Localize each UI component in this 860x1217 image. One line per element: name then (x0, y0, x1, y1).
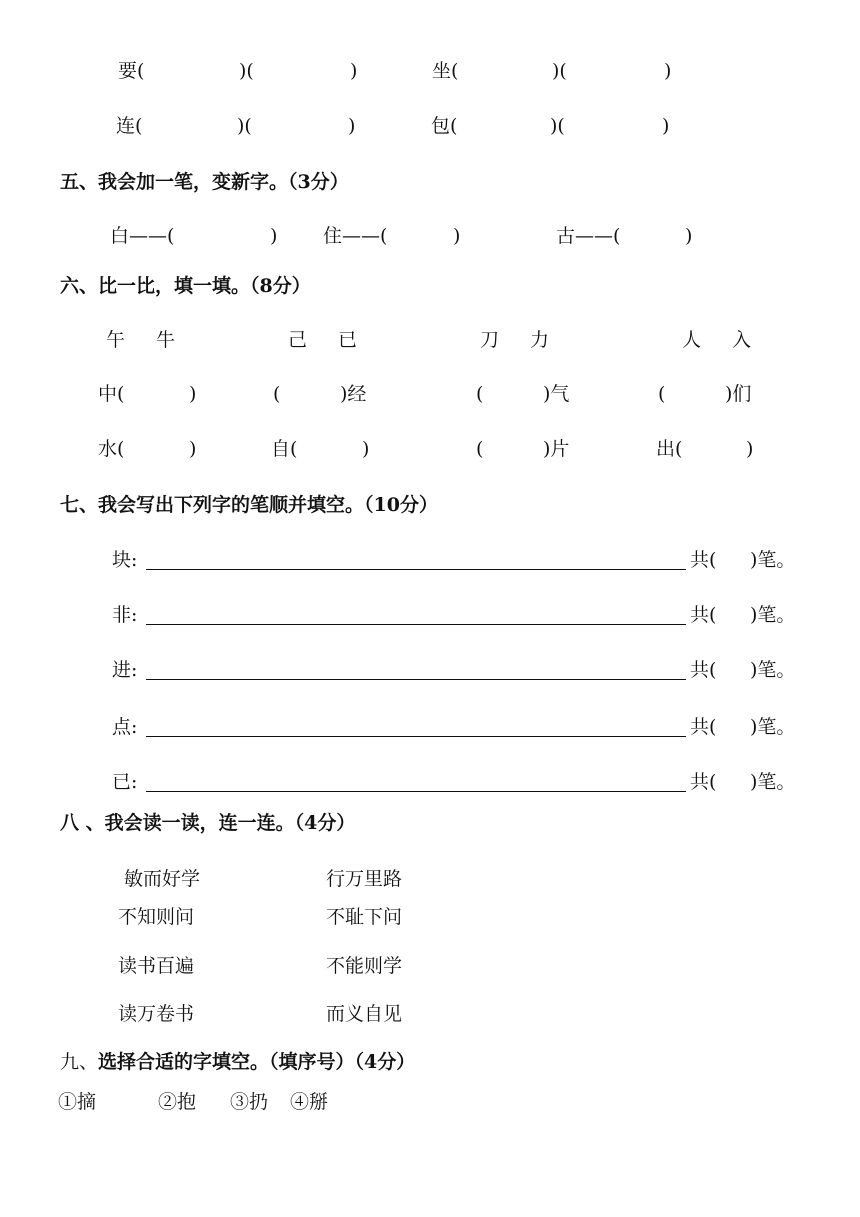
row1-item-2-p: ( (273, 383, 281, 405)
row1-paren-f: ) (664, 60, 672, 82)
row2-item-2-q: ) (362, 438, 370, 460)
stroke-row-5-writing-line[interactable] (146, 791, 686, 792)
section9-heading: 选择合适的字填空。（填序号）（4分） (98, 1051, 416, 1073)
row2-paren-e: )( (550, 115, 565, 137)
pair-3-b: 力 (530, 329, 550, 351)
row2-paren-b: )( (237, 115, 252, 137)
row1-char-a: 要( (118, 60, 145, 82)
matching-right-4[interactable]: 而义自见 (326, 1003, 403, 1025)
section5-item-1-open: 白——( (110, 225, 175, 247)
stroke-row-3-count-open: 共( (690, 659, 717, 681)
row1-item-4-p: ( (658, 383, 666, 405)
section5-item-3-open: 古——( (556, 225, 621, 247)
stroke-row-1-count-open: 共( (690, 549, 717, 571)
row1-item-3-q: )气 (543, 383, 570, 405)
row1-paren-b: )( (239, 60, 254, 82)
stroke-row-4-count-close: )笔。 (750, 716, 796, 738)
option-4: ④掰 (290, 1091, 329, 1113)
stroke-row-1-char: 块: (112, 549, 138, 571)
stroke-row-3-count-close: )笔。 (750, 659, 796, 681)
stroke-row-3-char: 进: (112, 659, 138, 681)
section8-heading: 八 、我会读一读，连一连。（4分） (60, 812, 356, 834)
row2-paren-f: ) (662, 115, 670, 137)
pair-2-a: 己 (288, 329, 308, 351)
section9-heading-line (60, 1053, 415, 1072)
matching-left-1[interactable]: 敏而好学 (124, 868, 201, 890)
section7-heading: 七、我会写出下列字的笔顺并填空。（10分） (60, 494, 438, 516)
pair-3-a: 刀 (480, 329, 500, 351)
stroke-row-1-writing-line[interactable] (146, 569, 686, 570)
row2-item-3-p: ( (476, 438, 484, 460)
row1-char-d: 坐( (432, 60, 459, 82)
stroke-row-4-writing-line[interactable] (146, 736, 686, 737)
section5-item-2-open: 住——( (323, 225, 388, 247)
stroke-row-2-writing-line[interactable] (146, 624, 686, 625)
option-2: ②抱 (158, 1091, 197, 1113)
stroke-row-3-writing-line[interactable] (146, 679, 686, 680)
stroke-row-2-count-open: 共( (690, 604, 717, 626)
row1-paren-e: )( (552, 60, 567, 82)
matching-left-2[interactable]: 不知则问 (118, 906, 195, 928)
row1-paren-c: ) (350, 60, 358, 82)
pair-1-a: 午 (106, 329, 126, 351)
matching-right-3[interactable]: 不能则学 (326, 955, 403, 977)
section5-heading: 五、我会加一笔，变新字。（3分） (60, 171, 349, 193)
section5-item-1-close: ) (270, 225, 278, 247)
matching-left-4[interactable]: 读万卷书 (118, 1003, 195, 1025)
matching-left-3[interactable]: 读书百遍 (118, 955, 195, 977)
row1-item-1-p: 中( (98, 383, 125, 405)
row2-item-3-q: )片 (543, 438, 570, 460)
stroke-row-4-count-open: 共( (690, 716, 717, 738)
pair-2-b: 已 (338, 329, 358, 351)
row1-item-1-q: ) (189, 383, 197, 405)
pair-1-b: 牛 (156, 329, 176, 351)
stroke-row-2-char: 非: (112, 604, 138, 626)
row2-item-2-p: 自( (271, 438, 298, 460)
option-3: ③扔 (230, 1091, 269, 1113)
pair-4-b: 入 (732, 329, 752, 351)
section9-heading-prefix: 九、 (60, 1051, 99, 1073)
matching-right-1[interactable]: 行万里路 (326, 868, 403, 890)
stroke-row-5-count-close: )笔。 (750, 771, 796, 793)
row1-item-2-q: )经 (340, 383, 367, 405)
section6-heading: 六、比一比，填一填。（8分） (60, 275, 311, 297)
stroke-row-1-count-close: )笔。 (750, 549, 796, 571)
pair-4-a: 人 (682, 329, 702, 351)
section5-item-3-close: ) (685, 225, 693, 247)
row2-item-1-q: ) (189, 438, 197, 460)
row1-item-4-q: )们 (725, 383, 752, 405)
stroke-row-4-char: 点: (112, 716, 138, 738)
stroke-row-5-count-open: 共( (690, 771, 717, 793)
stroke-row-5-char: 已: (112, 771, 138, 793)
stroke-row-2-count-close: )笔。 (750, 604, 796, 626)
option-1: ①摘 (58, 1091, 97, 1113)
row2-item-4-p: 出( (656, 438, 683, 460)
matching-right-2[interactable]: 不耻下问 (326, 906, 403, 928)
row1-item-3-p: ( (476, 383, 484, 405)
row2-item-4-q: ) (746, 438, 754, 460)
row2-item-1-p: 水( (98, 438, 125, 460)
row2-char-d: 包( (431, 115, 458, 137)
section5-item-2-close: ) (453, 225, 461, 247)
row2-paren-c: ) (348, 115, 356, 137)
row2-char-a: 连( (116, 115, 143, 137)
